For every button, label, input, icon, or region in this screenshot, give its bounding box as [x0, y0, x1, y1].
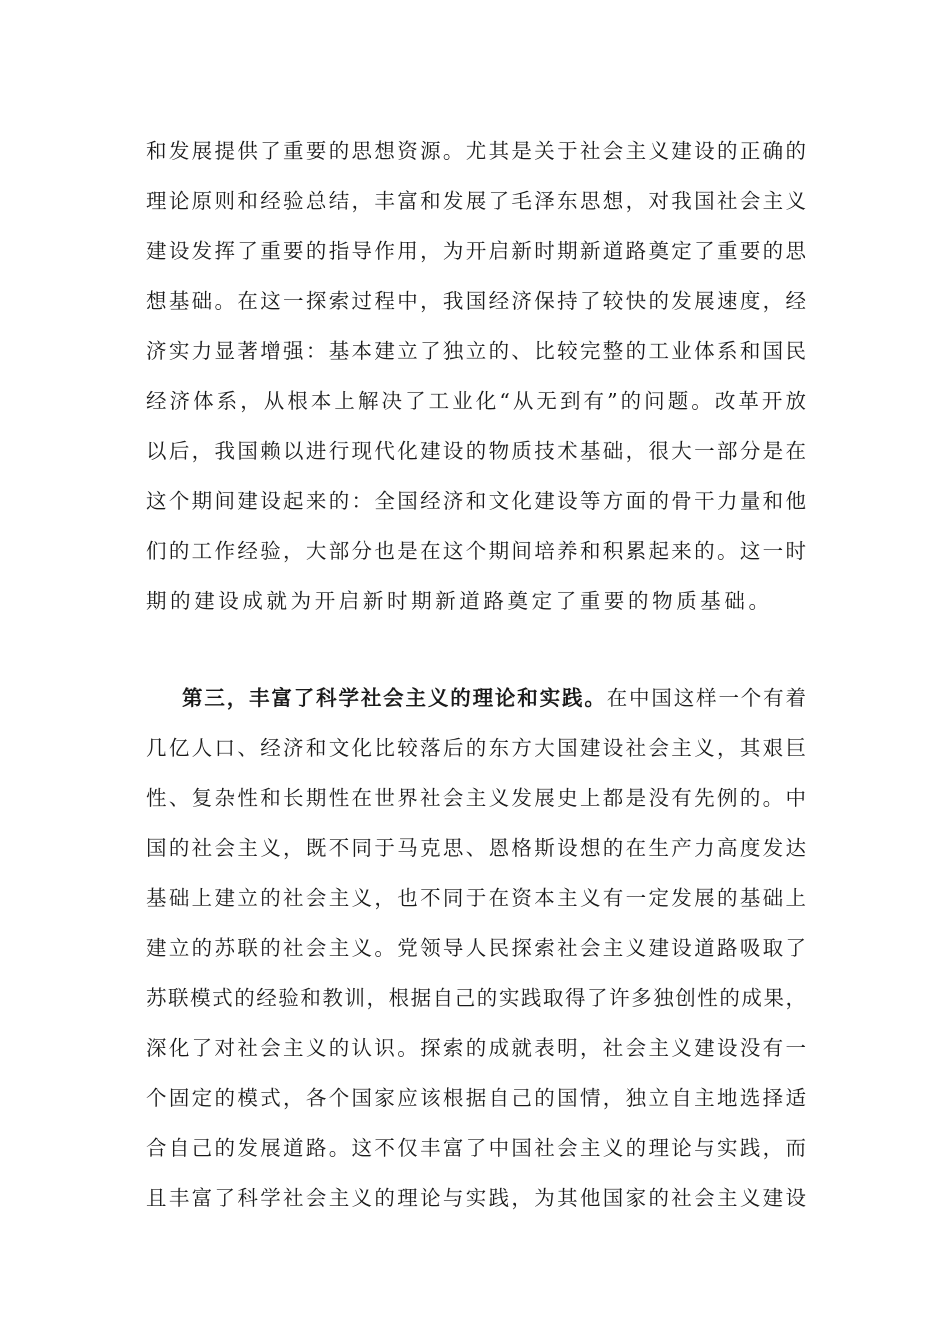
paragraph-line: 国的社会主义，既不同于马克思、恩格斯设想的在生产力高度发达	[146, 836, 806, 860]
first-line-text: 在中国这样一个有着	[606, 686, 807, 710]
paragraph-line: 合自己的发展道路。这不仅丰富了中国社会主义的理论与实践，而	[146, 1136, 806, 1160]
paragraph-first-line	[182, 683, 806, 713]
paragraph-line: 深化了对社会主义的认识。探索的成就表明，社会主义建设没有一	[146, 1036, 806, 1060]
paragraph-line: 几亿人口、经济和文化比较落后的东方大国建设社会主义，其艰巨	[146, 736, 806, 760]
paragraph-line: 理论原则和经验总结，丰富和发展了毛泽东思想，对我国社会主义	[146, 189, 806, 213]
paragraph-line: 想基础。在这一探索过程中，我国经济保持了较快的发展速度，经	[146, 289, 806, 313]
paragraph-line: 基础上建立的社会主义，也不同于在资本主义有一定发展的基础上	[146, 886, 806, 910]
paragraph-line: 性、复杂性和长期性在世界社会主义发展史上都是没有先例的。中	[146, 786, 806, 810]
paragraph-line: 们的工作经验，大部分也是在这个期间培养和积累起来的。这一时	[146, 539, 806, 563]
paragraph-line: 个固定的模式，各个国家应该根据自己的国情，独立自主地选择适	[146, 1086, 806, 1110]
paragraph-line: 建立的苏联的社会主义。党领导人民探索社会主义建设道路吸取了	[146, 936, 806, 960]
paragraph-last-line: 期的建设成就为开启新时期新道路奠定了重要的物质基础。	[146, 589, 773, 613]
paragraph-line: 苏联模式的经验和教训，根据自己的实践取得了许多独创性的成果，	[146, 986, 806, 1010]
section-heading: 第三，丰富了科学社会主义的理论和实践。	[182, 686, 607, 710]
paragraph-line: 和发展提供了重要的思想资源。尤其是关于社会主义建设的正确的	[146, 139, 806, 163]
paragraph-line: 经济体系，从根本上解决了工业化“从无到有”的问题。改革开放	[146, 389, 806, 413]
paragraph-line: 以后，我国赖以进行现代化建设的物质技术基础，很大一部分是在	[146, 439, 806, 463]
paragraph-line: 这个期间建设起来的：全国经济和文化建设等方面的骨干力量和他	[146, 489, 806, 513]
paragraph-line: 济实力显著增强：基本建立了独立的、比较完整的工业体系和国民	[146, 339, 806, 363]
paragraph-line: 建设发挥了重要的指导作用，为开启新时期新道路奠定了重要的思	[146, 239, 806, 263]
paragraph-line: 且丰富了科学社会主义的理论与实践，为其他国家的社会主义建设	[146, 1186, 806, 1210]
